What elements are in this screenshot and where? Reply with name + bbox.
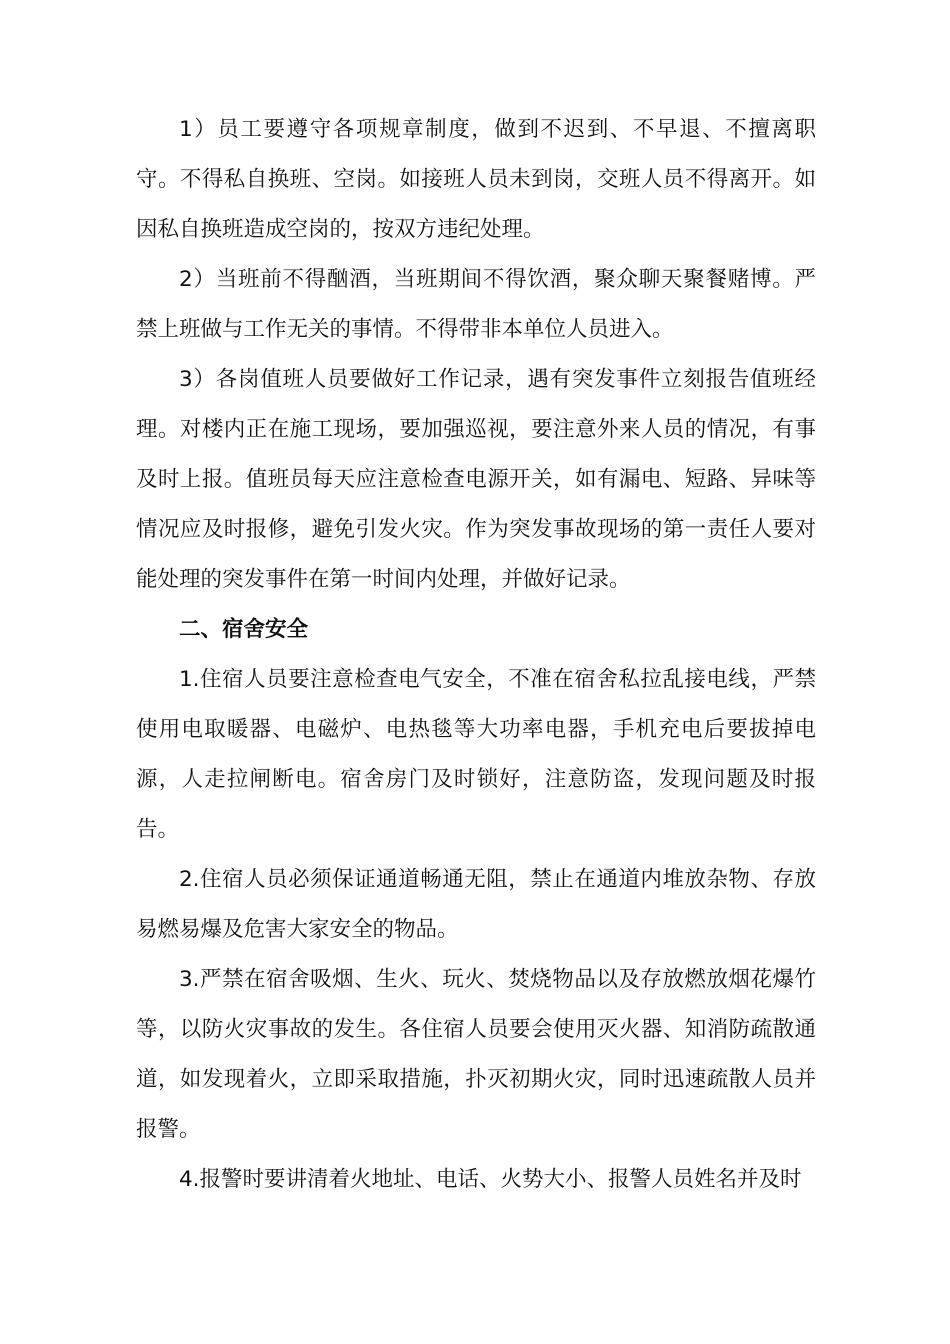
paragraph-dorm-3: 3.严禁在宿舍吸烟、生火、玩火、焚烧物品以及存放燃放烟花爆竹等，以防火灾事故的发生。各住宿人员要会使用灭火器、知消防疏散通道，如发现着火，立即采取措施，扑灭初期火灾，同时迅速疏散人员并报警。 [136, 967, 816, 1142]
document-body [136, 105, 816, 1205]
paragraph-dorm-2: 2.住宿人员必须保证通道畅通无阻，禁止在通道内堆放杂物、存放易燃易爆及危害大家安全的物品。 [136, 867, 816, 942]
paragraph-rule-3: 3）各岗值班人员要做好工作记录，遇有突发事件立刻报告值班经理。对楼内正在施工现场，要加强巡视，要注意外来人员的情况，有事及时上报。值班员每天应注意检查电源开关，如有漏电、短路、异味等情况应及时报修，避免引发火灾。作为突发事故现场的第一责任人要对能处理的突发事件在第一时间内处理，并做好记录。 [136, 367, 816, 592]
paragraph-dorm-4: 4.报警时要讲清着火地址、电话、火势大小、报警人员姓名并及时 [179, 1167, 802, 1192]
section-heading-dormitory-safety: 二、宿舍安全 [179, 617, 309, 642]
paragraph-rule-1: 1）员工要遵守各项规章制度，做到不迟到、不早退、不擅离职守。不得私自换班、空岗。如接班人员未到岗，交班人员不得离开。如因私自换班造成空岗的，按双方违纪处理。 [136, 117, 816, 242]
paragraph-rule-2: 2）当班前不得酗酒，当班期间不得饮酒，聚众聊天聚餐赌博。严禁上班做与工作无关的事情。不得带非本单位人员进入。 [136, 267, 816, 342]
paragraph-dorm-1: 1.住宿人员要注意检查电气安全，不准在宿舍私拉乱接电线，严禁使用电取暖器、电磁炉、电热毯等大功率电器，手机充电后要拔掉电源，人走拉闸断电。宿舍房门及时锁好，注意防盗，发现问题及时报告。 [136, 667, 816, 842]
